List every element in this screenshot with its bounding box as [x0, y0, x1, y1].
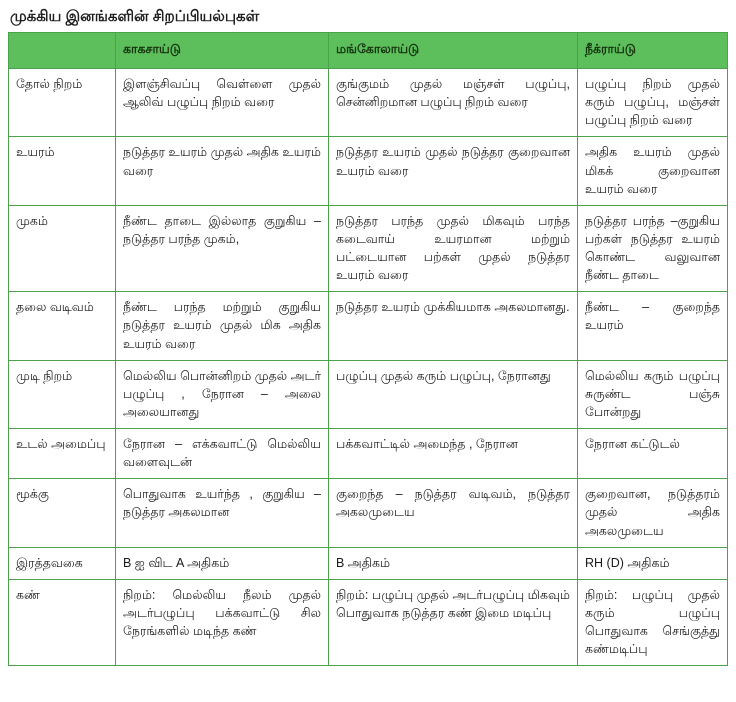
- cell-caucasoid: நடுத்தர உயரம் முதல் அதிக உயரம் வரை: [116, 137, 329, 205]
- row-label: தலை வடிவம்: [9, 292, 116, 360]
- table-row: [9, 429, 728, 479]
- cell-mongoloid: பழுப்பு முதல் கரும் பழுப்பு, நேரானது: [329, 360, 578, 428]
- cell-caucasoid: நீண்ட பரந்த மற்றும் குறுகிய நடுத்தர உயரம் முதல் மிக அதிக உயரம் வரை: [116, 292, 329, 360]
- column-header-blank: [9, 33, 116, 69]
- row-label: உயரம்: [9, 137, 116, 205]
- cell-mongoloid: நடுத்தர உயரம் முதல் நடுத்தர குறைவான உயரம் வரை: [329, 137, 578, 205]
- cell-negroid: குறைவான, நடுத்தரம் முதல் அதிக அகலமுடைய: [578, 479, 728, 547]
- table-row: [9, 547, 728, 579]
- cell-caucasoid: நேரான – எக்கவாட்டு மெல்லிய வளைவுடன்: [116, 429, 329, 479]
- cell-caucasoid: நிறம்: மெல்லிய நீலம் முதல் அடர்பழுப்பு பக்கவாட்டு சில நேரங்களில் மடிந்த கண்: [116, 579, 329, 666]
- table-row: [9, 137, 728, 205]
- cell-mongoloid: குங்கும‌ம் முதல் மஞ்சள் பழுப்பு, சென்னிறமான பழுப்பு நிறம் வரை: [329, 69, 578, 137]
- cell-negroid: நிறம்: பழுப்பு முதல் கரும் பழுப்பு பொதுவாக செங்குத்து கண்மடிப்பு: [578, 579, 728, 666]
- row-label: தோல் நிறம்: [9, 69, 116, 137]
- cell-negroid: RH (D) அதிகம்: [578, 547, 728, 579]
- row-label: முடி நிறம்: [9, 360, 116, 428]
- table-row: [9, 292, 728, 360]
- cell-mongoloid: B அதிகம்: [329, 547, 578, 579]
- page-title: முக்கிய இனங்களின் சிறப்பியல்புகள்: [10, 8, 260, 25]
- table-row: [9, 479, 728, 547]
- cell-caucasoid: B ஐ விட A அதிகம்: [116, 547, 329, 579]
- table-header-row: [9, 33, 728, 69]
- row-label: கண்: [9, 579, 116, 666]
- cell-negroid: நடுத்தர பரந்த –குறுகிய பற்கள் நடுத்தர உயரம் கொண்ட வலுவான நீண்ட தாடை: [578, 205, 728, 292]
- cell-mongoloid: குறைந்த – நடுத்தர வடிவம், நடுத்தர அகலமுடைய: [329, 479, 578, 547]
- table-row: [9, 579, 728, 666]
- cell-negroid: நேரான கட்டுடல்: [578, 429, 728, 479]
- row-label: மூக்கு: [9, 479, 116, 547]
- cell-caucasoid: நீண்ட தாடை இல்லாத குறுகிய – நடுத்தர பரந்த முகம்,: [116, 205, 329, 292]
- cell-caucasoid: மெல்லிய பொன்னிறம் முதல் அடர் பழுப்பு , நேரான – அலை அலையானது: [116, 360, 329, 428]
- cell-caucasoid: பொதுவாக உயர்ந்த , குறுகிய – நடுத்தர அகலமான: [116, 479, 329, 547]
- column-header-negroid: நீக்ராய்டு: [578, 33, 728, 69]
- cell-negroid: பழுப்பு நிறம் முதல் கரும் பழுப்பு, மஞ்சள் பழுப்பு நிறம் வரை: [578, 69, 728, 137]
- table-body: [9, 69, 728, 666]
- table-row: [9, 360, 728, 428]
- race-characteristics-table: [8, 32, 728, 666]
- cell-mongoloid: நடுத்தர பரந்த முதல் மிகவும் பரந்த கடைவாய் உயரமான மற்றும் பட்டையான பற்கள் முதல் நடுத்தர உயரம் வரை: [329, 205, 578, 292]
- table-row: [9, 205, 728, 292]
- cell-negroid: மெல்லிய கரும் பழுப்பு சுருண்ட பஞ்சு போன்றது: [578, 360, 728, 428]
- cell-mongoloid: நிறம்: பழுப்பு முதல் அடர்பழுப்பு மிகவும் பொதுவாக நடுத்தர கண் இமை மடிப்பு: [329, 579, 578, 666]
- cell-negroid: அதிக உயரம் முதல் மிகக் குறைவான உயரம் வரை: [578, 137, 728, 205]
- column-header-caucasoid: காகசாய்டு: [116, 33, 329, 69]
- cell-mongoloid: பக்கவாட்டில் அமைந்த , நேரான: [329, 429, 578, 479]
- row-label: முகம்: [9, 205, 116, 292]
- row-label: உடல் அமைப்பு: [9, 429, 116, 479]
- cell-mongoloid: நடுத்தர உயரம் முக்கியமாக அகலமானது.: [329, 292, 578, 360]
- cell-negroid: நீண்ட – குறைந்த உயரம்: [578, 292, 728, 360]
- column-header-mongoloid: மங்கோலாய்டு: [329, 33, 578, 69]
- table-header: [9, 33, 728, 69]
- cell-caucasoid: இளஞ்சிவப்பு வெள்ளை முதல் ஆலிவ் பழுப்பு நிறம் வரை: [116, 69, 329, 137]
- row-label: இரத்தவகை: [9, 547, 116, 579]
- table-row: [9, 69, 728, 137]
